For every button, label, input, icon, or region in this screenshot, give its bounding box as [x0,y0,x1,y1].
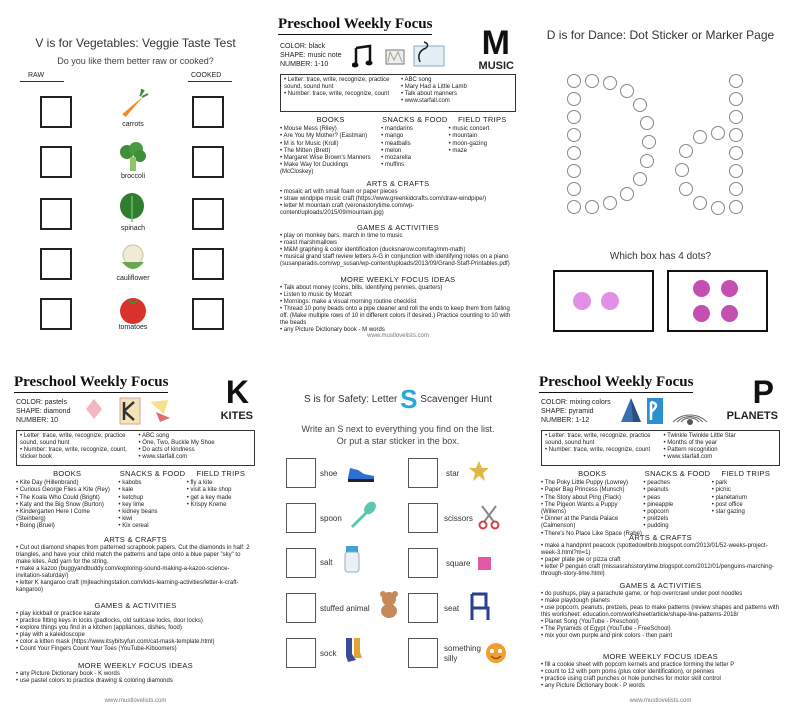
dot-spot[interactable] [729,74,743,88]
snack-item: • peas [643,495,711,502]
raw-checkbox[interactable] [40,146,72,178]
snack-item: • peanuts [643,487,711,494]
skills-box [541,430,780,466]
dot-spot[interactable] [693,196,707,210]
treble-clef-icon [412,38,446,70]
skill-item: • www.starfall.com [139,454,252,461]
games-item: • play kickball or practice karate [16,611,255,618]
skill-item: • Twinkle Twinkle Little Star [664,433,777,440]
dot-spot[interactable] [675,163,689,177]
snack-item: • popcorn [643,509,711,516]
dot-spot[interactable] [729,92,743,106]
book-item: • Kindergarten Here I Come (Steinberg) [16,509,118,523]
hunt-item: scissors [444,514,473,523]
focus-title: Preschool Weekly Focus [278,16,432,35]
games-item: • musical grand staff review letters A-G in conjunction with identifying notes on a piano (susanparadis.com/wp_susan/wp-content/uploads/2013/09/Grand-Staff-Printables.pdf) [280,254,516,268]
salt-shaker-icon [342,544,362,574]
skill-item: • Mary Had a Little Lamb [401,84,512,91]
dot-spot[interactable] [729,110,743,124]
snack-item: • ketchup [118,495,186,502]
color-line: COLOR: pastels [16,399,67,406]
dot-spot[interactable] [603,76,617,90]
skill-item: • www.starfall.com [664,454,777,461]
dot-spot[interactable] [567,164,581,178]
snack-item: • kiwi [118,516,186,523]
trip-item: • picnic [712,487,780,494]
books-heading: BOOKS [316,115,345,124]
dots-question: Which box has 4 dots? [609,251,712,262]
arts-item: • make a kazoo (buggyandbuddy.com/exploring-sound-making-a-kazoo-science-invitation-saturday/) [16,566,255,580]
more-heading: MORE WEEKLY FOCUS IDEAS [340,275,456,284]
trip-item: • moon-gazing [449,141,516,148]
kite-icon [84,396,184,426]
dot-spot[interactable] [567,182,581,196]
trip-item: • park [712,480,780,487]
snack-item: • pineapple [643,502,711,509]
hunt-item: square [446,559,471,568]
book-item: • Make Way for Ducklings (McCloskey) [280,162,381,176]
book-item: • Paper Bag Princess (Munsch) [541,487,643,494]
raw-checkbox[interactable] [40,248,72,280]
dot-spot[interactable] [711,126,725,140]
dot-spot[interactable] [711,201,725,215]
games-item: • Planet Song (YouTube - Preschool) [541,619,780,626]
socks-icon [342,636,364,664]
dot-spot[interactable] [640,154,654,168]
hunt-item: salt [320,558,333,567]
book-item: • Curious George Flies a Kite (Rey) [16,487,118,494]
tomato-icon [116,293,150,327]
dot-spot[interactable] [567,146,581,160]
raw-checkbox[interactable] [40,96,72,128]
book-item: • Mouse Mess (Riley) [280,126,381,133]
cooked-checkbox[interactable] [192,298,224,330]
games-item: • explore things you find in a kitchen (appliances, dishes, food) [16,625,255,632]
hunt-item: something silly [444,644,481,663]
books-heading: BOOKS [53,469,82,478]
magenta-dot [693,305,710,322]
more-item: • any Picture Dictionary book - M words [280,327,516,334]
games-item: • practice fitting keys in locks (padlocks, old suitcase locks, door locks) [16,618,255,625]
book-item: • The Poky Little Puppy (Lowrey) [541,480,643,487]
more-item: • Talk about money (coins, bills, identifying pennies, quarters) [280,285,516,292]
games-item: • play with a kaleidoscope [16,632,255,639]
hunt-item: star [446,469,460,478]
pink-dot [601,292,619,310]
number-line: NUMBER: 1-10 [280,61,329,68]
games-heading: GAMES & ACTIVITIES [356,223,440,232]
dance-title: D is for Dance: Dot Sticker or Marker Page [546,28,775,42]
focus-letter: M [481,24,510,62]
hunt-checkbox[interactable] [408,458,438,488]
skill-item: • Pattern recognition [664,447,777,454]
more-item: • use pastel colors to practice drawing & coloring diamonds [16,678,255,685]
spoon-icon [348,500,378,530]
instructions: Write an S next to everything you find on the list. [301,424,495,434]
dot-spot[interactable] [567,110,581,124]
veg-question: Do you like them better raw or cooked? [57,56,214,66]
snack-item: • pudding [643,523,711,530]
games-item: • play on monkey bars, march in time to music [280,233,516,240]
games-item: • Count Your Fingers Count Your Toes (YouTube-Kiboomers) [16,646,255,653]
games-item: • do pushups, play a parachute game, or hop over/crawl under pool noodles [541,591,780,598]
hunt-checkbox[interactable] [408,548,438,578]
color-line: COLOR: mixing colors [541,399,611,406]
square-icon [478,557,491,570]
trip-item: • mountain [449,133,516,140]
trip-item: • music concert [449,126,516,133]
more-heading: MORE WEEKLY FOCUS IDEAS [78,661,193,670]
cooked-heading: COOKED [191,72,222,79]
snack-item: • mandarins [381,126,448,133]
magenta-dot [721,280,738,297]
dot-spot[interactable] [620,84,634,98]
carrot-icon [116,88,150,122]
skill-item: • Do acts of kindness [139,447,252,454]
skill-item: • Letter: trace, write, recognize, practice sound, sound hunt [20,433,133,447]
trip-item: • visit a kite shop [187,487,255,494]
book-item: • There's No Place Like Space (Rabe) [541,531,643,538]
more-item: • any Picture Dictionary book - K words [16,671,255,678]
teddy-bear-icon [376,590,402,618]
trips-heading: FIELD TRIPS [457,115,507,124]
shoe-icon [346,460,376,484]
instructions: Or put a star sticker in the box. [336,436,460,446]
skill-item: • www.starfall.com [401,98,512,105]
dot-spot[interactable] [729,164,743,178]
veg-label: spinach [120,225,146,232]
snacks-heading: SNACKS & FOOD [119,469,186,478]
shape-line: SHAPE: diamond [16,408,71,415]
trip-item: • get a key made [187,495,255,502]
focus-letter: P [752,374,774,410]
games-section [16,602,255,653]
more-section [280,276,516,334]
snack-item: • Kix cereal [118,523,186,530]
more-item: • count to 12 with pom poms (plus color identification), or pennies [541,669,780,676]
dot-spot[interactable] [567,74,581,88]
dot-spot[interactable] [729,128,743,142]
pyramid-icon [619,394,709,426]
raw-heading: RAW [28,72,45,79]
hunt-checkbox[interactable] [408,638,438,668]
shape-line: SHAPE: pyramid [541,408,594,415]
arts-item: • paper plate pie or pizza craft [541,557,780,564]
trip-item: • Krispy Kreme [187,502,255,509]
arts-heading: ARTS & CRAFTS [629,533,692,542]
scavenger-hunt [272,358,524,708]
trip-item: • star gazing [712,509,780,516]
veg-label: broccoli [120,173,146,180]
snacks-heading: SNACKS & FOOD [644,469,711,478]
dot-spot[interactable] [585,200,599,214]
hunt-checkbox[interactable] [408,593,438,623]
cooked-checkbox[interactable] [192,96,224,128]
footer-url: www.mustlovelists.com [104,698,167,704]
dot-spot[interactable] [642,135,656,149]
games-item: • mix your own purple and pink colors - then paint [541,633,780,640]
books-heading: BOOKS [578,469,607,478]
divider [20,81,64,82]
more-item: • any Picture Dictionary book - P words [541,683,780,690]
dot-sticker-page [533,8,788,343]
games-section [541,582,780,640]
snack-item: • meatballs [381,141,448,148]
title-part: S is for Safety: Letter [304,394,398,406]
skill-item: • Number: trace, write, recognize, count [284,91,395,98]
snack-item: • muffins [381,162,448,169]
snack-item: • pretzels [643,516,711,523]
skill-item: • Letter: trace, write, recognize, practice sound, sound hunt [545,433,658,447]
arts-heading: ARTS & CRAFTS [104,535,167,544]
magenta-dot [693,280,710,297]
arts-item: • letter K kangaroo craft (mjteachingstation.com/kids-learning-activities/letter-k-craft-kangaroo) [16,580,255,594]
broccoli-icon [116,140,150,174]
skills-box [280,74,516,112]
number-line: NUMBER: 10 [16,417,59,424]
cooked-checkbox[interactable] [192,248,224,280]
games-item: • make playdough planets [541,598,780,605]
games-item: • use popcorn, peanuts, pretzels, peas to make patterns (review shapes and patterns with this worksheet: education.com/worksheet/article/shape-line-patterns-2018/ [541,605,780,619]
book-item: • M is for Music (Krull) [280,141,381,148]
book-item: • The Story about Ping (Flack) [541,495,643,502]
trip-item: • fly a kite [187,480,255,487]
more-item: • fill a cookie sheet with popcorn kernels and practice forming the letter P [541,662,780,669]
scissors-icon [478,504,500,530]
focus-title: Preschool Weekly Focus [14,374,168,393]
more-section [541,653,780,690]
hunt-item: spoon [320,514,342,523]
games-heading: GAMES & ACTIVITIES [94,601,177,610]
focus-meta [16,398,70,425]
arts-item: • letter M mountain craft (veronastorytime.com/wp-content/uploads/2015/09/mountain.jpg) [280,203,516,217]
focus-letter: K [225,374,249,410]
book-item: • The Koala Who Could (Bright) [16,495,118,502]
spinach-icon [116,192,150,226]
cooked-checkbox[interactable] [192,198,224,230]
dot-spot[interactable] [633,172,647,186]
dot-spot[interactable] [679,144,693,158]
hunt-checkbox[interactable] [286,548,316,578]
book-item: • The Mitten (Brett) [280,148,381,155]
skill-item: • Number: trace, write, recognize, count [545,447,658,454]
veg-label: carrots [122,121,144,128]
color-line: COLOR: black [280,43,326,50]
dot-spot[interactable] [640,116,654,130]
more-heading: MORE WEEKLY FOCUS IDEAS [603,652,718,661]
snack-item: • kabobs [118,480,186,487]
hunt-item: stuffed animal [320,604,370,613]
dot-spot[interactable] [567,200,581,214]
veggie-worksheet [8,8,263,343]
more-item: • Thread 10 pony beads onto a pipe cleaner and roll the ends to keep them from falling off. (Make multiple rows of 10 in different colors if desired.) Practice counting to 10 with the beads [280,306,516,327]
chair-icon [468,592,492,622]
skill-item: • Letter: trace, write, recognize, practice sound, sound hunt [284,77,395,91]
games-item: • roast marshmallows [280,240,516,247]
hunt-item: seat [444,604,460,613]
veg-title: V is for Vegetables: Veggie Taste Test [35,36,236,50]
book-item: • Margaret Wise Brown's Manners [280,155,381,162]
skills-box [16,430,255,466]
dot-spot[interactable] [693,130,707,144]
focus-columns [280,116,516,177]
snack-item: • kale [118,487,186,494]
dot-spot[interactable] [679,182,693,196]
cauliflower-icon [116,242,150,276]
more-section [16,662,255,685]
star-icon [468,460,490,482]
pink-dot [573,292,591,310]
divider [188,81,232,82]
more-item: • practice using craft punches or hole punches for motor skill control [541,676,780,683]
number-line: NUMBER: 1-12 [541,417,590,424]
more-item: • Listen to music by Mozart [280,292,516,299]
trips-heading: FIELD TRIPS [721,469,771,478]
arts-section [16,536,255,594]
book-item: • Boing (Bruel) [16,523,118,530]
hunt-checkbox[interactable] [408,503,438,533]
arts-item: • mosaic art with small foam or paper pieces [280,189,516,196]
games-heading: GAMES & ACTIVITIES [619,581,702,590]
magenta-dot [721,305,738,322]
title-part: Scavenger Hunt [420,394,492,406]
book-item: • Katy and the Big Snow (Burton) [16,502,118,509]
trip-item: • post office [712,502,780,509]
arts-item: • Cut out diamond shapes from patterned scrapbook papers. Cut the diamonds in half: 2 triangles, and have your child match the patterns and tape onto a blue paper "sky" to make kites. Add yarn for the string. [16,545,255,566]
skill-item: • Months of the year [664,440,777,447]
arts-item: • make a handprint peacock (spottedowlbnb.blogspot.com/2013/01/52-weeks-project-week-3.html?m=1) [541,543,780,557]
snack-item: • mango [381,133,448,140]
trips-heading: FIELD TRIPS [196,469,246,478]
dot-spot[interactable] [729,182,743,196]
cooked-checkbox[interactable] [192,146,224,178]
dot-spot[interactable] [729,200,743,214]
hunt-checkbox[interactable] [286,503,316,533]
snack-item: • mozarella [381,155,448,162]
book-item: • Are You My Mother? (Eastman) [280,133,381,140]
hunt-checkbox[interactable] [286,593,316,623]
hunt-checkbox[interactable] [286,638,316,668]
focus-theme: KITES [220,410,253,422]
focus-columns [16,470,255,531]
snack-item: • key lime [118,502,186,509]
safety-title [272,384,524,415]
book-item: • Dinner at the Panda Palace (Calmenson) [541,516,643,530]
raw-checkbox[interactable] [40,298,72,330]
shape-line: SHAPE: music note [280,52,342,59]
dot-spot[interactable] [729,146,743,160]
raw-checkbox[interactable] [40,198,72,230]
weekly-focus-m [272,8,524,343]
more-item: • Mornings: make a visual morning routine checklist [280,299,516,306]
focus-meta [280,42,341,69]
weekly-focus-k [8,358,263,708]
arts-item: • letter P penguin craft (missasrahsstorytime.blogspot.com/2012/01/penguins-marching-through-story-time.html) [541,564,780,578]
focus-meta [541,398,611,425]
dot-box-2[interactable] [553,270,654,332]
focus-title: Preschool Weekly Focus [539,374,693,393]
silly-face-icon [484,641,508,665]
book-item: • Kite Day (Hillenbrand) [16,480,118,487]
arts-item: • straw windpipe music craft (https://www.greenkidcrafts.com/straw-windpipe/) [280,196,516,203]
focus-theme: PLANETS [726,410,778,422]
snack-item: • melon [381,148,448,155]
games-section [280,224,516,268]
arts-heading: ARTS & CRAFTS [366,179,430,188]
weekly-focus-p [533,358,788,708]
focus-theme: MUSIC [478,60,514,72]
footer-url: www.mustlovelists.com [629,698,692,704]
veg-label: tomatoes [118,324,148,331]
footer-url: www.mustlovelists.com [367,333,429,339]
arts-section [541,534,780,578]
dot-spot[interactable] [585,74,599,88]
games-item: • The Pyramids of Egypt (YouTube - FreeSchool) [541,626,780,633]
letter-s: S [400,384,418,414]
snack-item: • peaches [643,480,711,487]
book-item: • The Pigeon Wants a Puppy (Willems) [541,502,643,516]
snacks-heading: SNACKS & FOOD [382,115,448,124]
hunt-item: sock [320,649,337,658]
hunt-checkbox[interactable] [286,458,316,488]
skill-item: • Talk about manners [401,91,512,98]
skill-item: • ABC song [401,77,512,84]
dot-spot[interactable] [567,92,581,106]
arts-section [280,180,516,217]
skill-item: • ABC song [139,433,252,440]
skill-item: • Number: trace, write, recognize, count, sticker book [20,447,133,461]
dot-box-4[interactable] [667,270,768,332]
hunt-item: shoe [320,469,338,478]
trip-item: • planetarium [712,495,780,502]
games-item: • color a kitten mask (https://www.itsybitsyfun.com/cat-mask-template.html) [16,639,255,646]
snack-item: • kidney beans [118,509,186,516]
veg-label: cauliflower [116,275,150,282]
games-item: • M&M graphing & color identification (ducksnarow.com/tag/mm-math) [280,247,516,254]
focus-columns [541,470,780,538]
dot-spot[interactable] [567,128,581,142]
dot-spot[interactable] [603,196,617,210]
skill-item: • One, Two, Buckle My Shoe [139,440,252,447]
dot-spot[interactable] [620,187,634,201]
trip-item: • maze [449,148,516,155]
dot-spot[interactable] [633,98,647,112]
